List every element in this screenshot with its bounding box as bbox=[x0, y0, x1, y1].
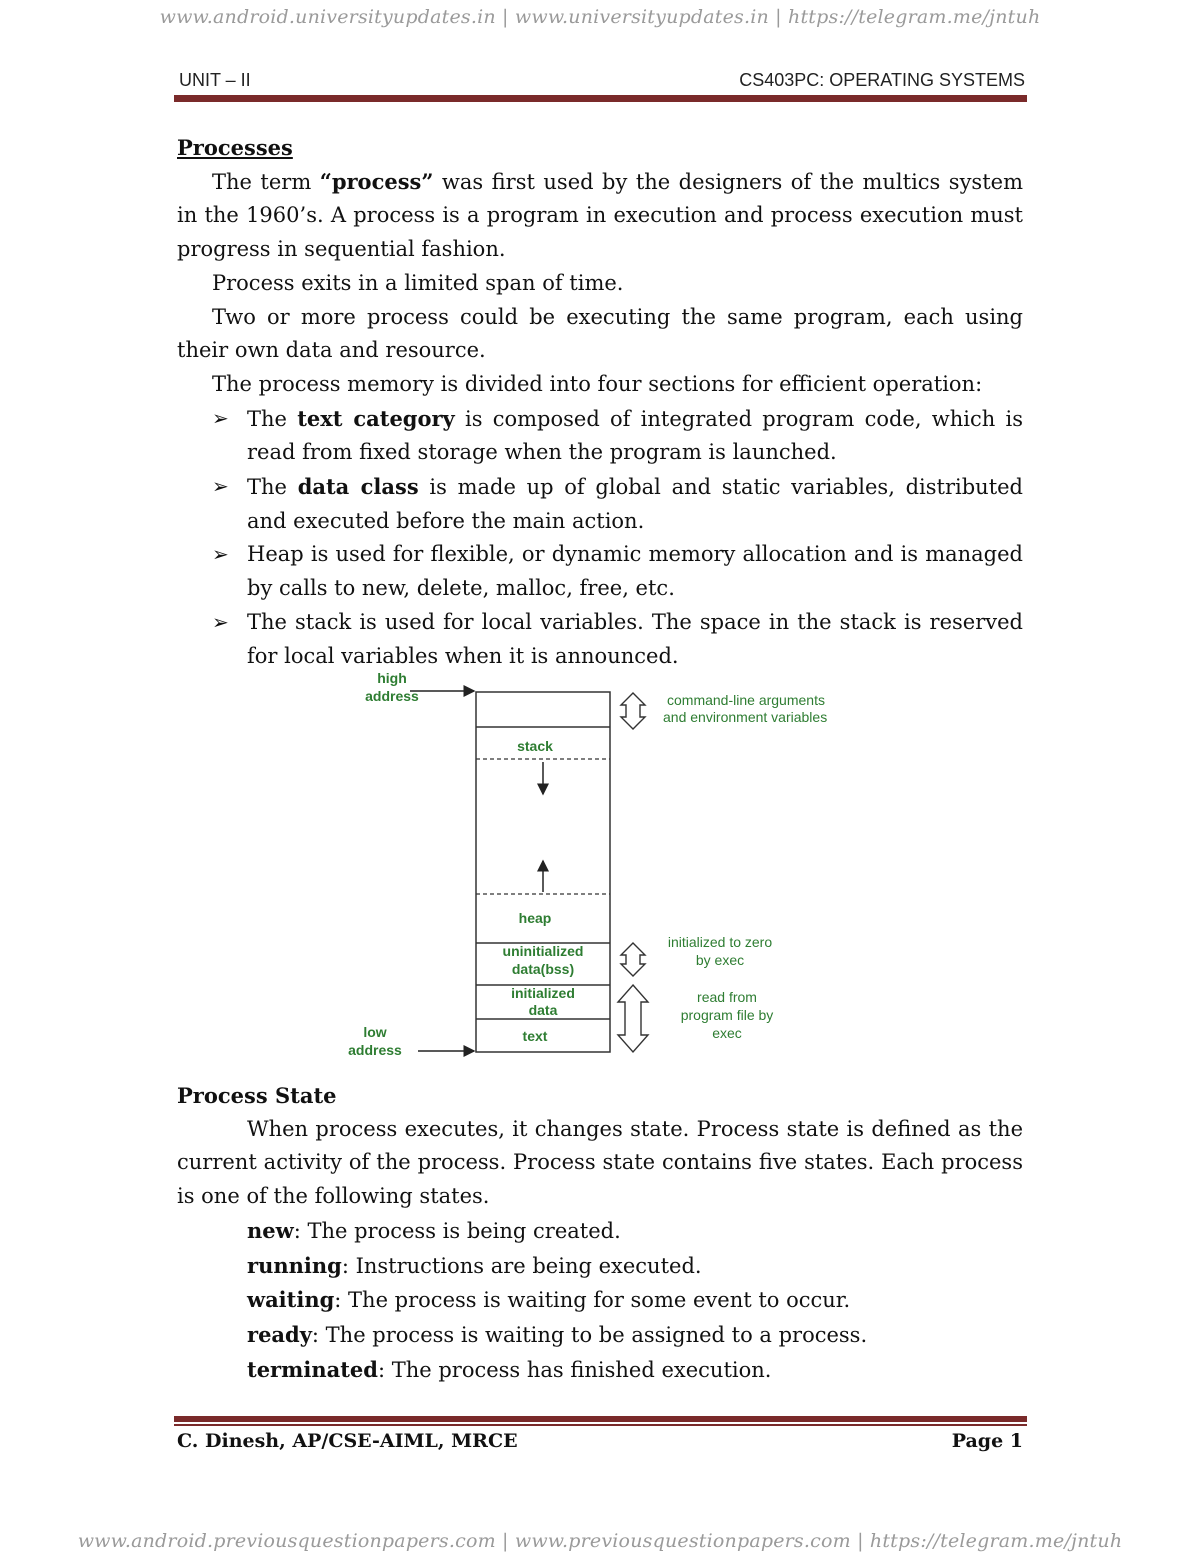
page-footer bbox=[177, 1430, 1023, 1452]
list-item bbox=[177, 402, 1023, 470]
list-item bbox=[247, 1249, 1023, 1284]
heap-label: heap bbox=[518, 910, 552, 926]
state-name: new bbox=[247, 1217, 294, 1243]
arrow-bullet-icon: ➢ bbox=[212, 405, 229, 430]
list-item bbox=[177, 538, 1023, 605]
state-list bbox=[177, 1214, 1023, 1388]
data-note: read from bbox=[697, 989, 757, 1005]
arrow-bullet-icon: ➢ bbox=[212, 542, 229, 567]
state-desc: : Instructions are being executed. bbox=[341, 1253, 702, 1278]
bss-note: initialized to zero bbox=[667, 934, 773, 950]
section-title-processes: Processes bbox=[177, 135, 293, 160]
list-item bbox=[247, 1214, 1023, 1249]
page-number: Page 1 bbox=[951, 1430, 1023, 1452]
footer-author: C. Dinesh, AP/CSE-AIML, MRCE bbox=[177, 1430, 518, 1452]
memory-layout-diagram bbox=[330, 666, 870, 1066]
header-course: CS403PC: OPERATING SYSTEMS bbox=[739, 70, 1025, 90]
text-run: The stack is used for local variables. The space in the stack is reserved for local variables when it is announced. bbox=[247, 609, 1023, 668]
cmd-args-note: and environment variables bbox=[663, 709, 828, 725]
cmd-args-bracket-icon bbox=[621, 693, 645, 729]
state-desc: : The process is being created. bbox=[293, 1218, 621, 1243]
state-name: terminated bbox=[247, 1356, 378, 1382]
text-run: The bbox=[247, 475, 298, 500]
stack-label: stack bbox=[517, 738, 553, 754]
bss-bracket-icon bbox=[621, 943, 645, 976]
arrow-bullet-icon: ➢ bbox=[212, 609, 229, 634]
state-name: ready bbox=[247, 1321, 312, 1347]
watermark-top: www.android.universityupdates.in | www.universityupdates.in | https://telegram.me/jntuh bbox=[159, 6, 1041, 28]
cmd-args-note: command-line arguments bbox=[667, 692, 825, 708]
section-title-process-state: Process State bbox=[177, 1083, 337, 1108]
paragraph-2: Process exits in a limited span of time. bbox=[212, 270, 624, 295]
state-name: waiting bbox=[247, 1287, 335, 1313]
high-address-label: high bbox=[377, 670, 407, 686]
text-run: Heap is used for flexible, or dynamic memory allocation and is managed by calls to new, delete, malloc, free, etc. bbox=[247, 542, 1023, 601]
bold-term: data class bbox=[297, 474, 419, 500]
bss-note: by exec bbox=[695, 952, 745, 968]
high-address-label: address bbox=[365, 688, 419, 704]
footer-rule bbox=[174, 1416, 1027, 1422]
bss-label: uninitialized bbox=[502, 943, 584, 959]
list-item bbox=[177, 470, 1023, 538]
paragraph-3: Two or more process could be executing the same program, each using their own data and resource. bbox=[177, 304, 1023, 363]
text-run: was first used by the designers of the multics system in the 1960’s. A process is a program in execution and process execution must progress in sequential fashion. bbox=[177, 169, 1023, 262]
state-desc: : The process is waiting to be assigned to a process. bbox=[311, 1322, 868, 1347]
process-state-section bbox=[177, 1079, 1023, 1387]
text-segment-label: text bbox=[522, 1028, 548, 1044]
state-name: running bbox=[247, 1252, 342, 1278]
low-address-label: address bbox=[348, 1042, 402, 1058]
initialized-data-label: initialized bbox=[511, 985, 575, 1001]
memory-sections-list bbox=[177, 402, 1023, 674]
data-note: program file by bbox=[680, 1007, 774, 1023]
list-item bbox=[247, 1353, 1023, 1388]
paragraph-4: The process memory is divided into four sections for efficient operation: bbox=[212, 371, 983, 396]
page-content bbox=[177, 131, 1023, 673]
state-desc: : The process has finished execution. bbox=[377, 1357, 772, 1382]
arrow-bullet-icon: ➢ bbox=[212, 474, 229, 499]
data-bracket-icon bbox=[618, 985, 648, 1052]
paragraph-state-intro: When process executes, it changes state. Process state is defined as the current activity of the process. Process state contains five states. Each process is one of the following states. bbox=[177, 1116, 1023, 1209]
watermark-bottom: www.android.previousquestionpapers.com | www.previousquestionpapers.com | https://telegram.me/jntuh bbox=[77, 1530, 1123, 1552]
header-rule bbox=[174, 95, 1027, 102]
text-run: The term bbox=[212, 169, 320, 194]
initialized-data-label: data bbox=[528, 1002, 558, 1018]
bold-term: “process” bbox=[319, 168, 434, 194]
low-address-label: low bbox=[363, 1024, 387, 1040]
text-run: The bbox=[247, 406, 298, 431]
list-item bbox=[247, 1318, 1023, 1353]
footer-rule-thin bbox=[174, 1424, 1027, 1426]
bss-label: data(bss) bbox=[511, 961, 575, 977]
list-item bbox=[177, 606, 1023, 673]
bold-term: text category bbox=[297, 405, 455, 431]
data-note: exec bbox=[712, 1025, 742, 1041]
paragraph-intro bbox=[177, 165, 1023, 267]
state-desc: : The process is waiting for some event to occur. bbox=[334, 1288, 851, 1313]
list-item bbox=[247, 1283, 1023, 1318]
header-unit: UNIT – II bbox=[179, 70, 251, 90]
text-run: is composed of integrated program code, which is read from fixed storage when the program is launched. bbox=[247, 406, 1023, 465]
text-run: is made up of global and static variables, distributed and executed before the main action. bbox=[247, 475, 1023, 533]
